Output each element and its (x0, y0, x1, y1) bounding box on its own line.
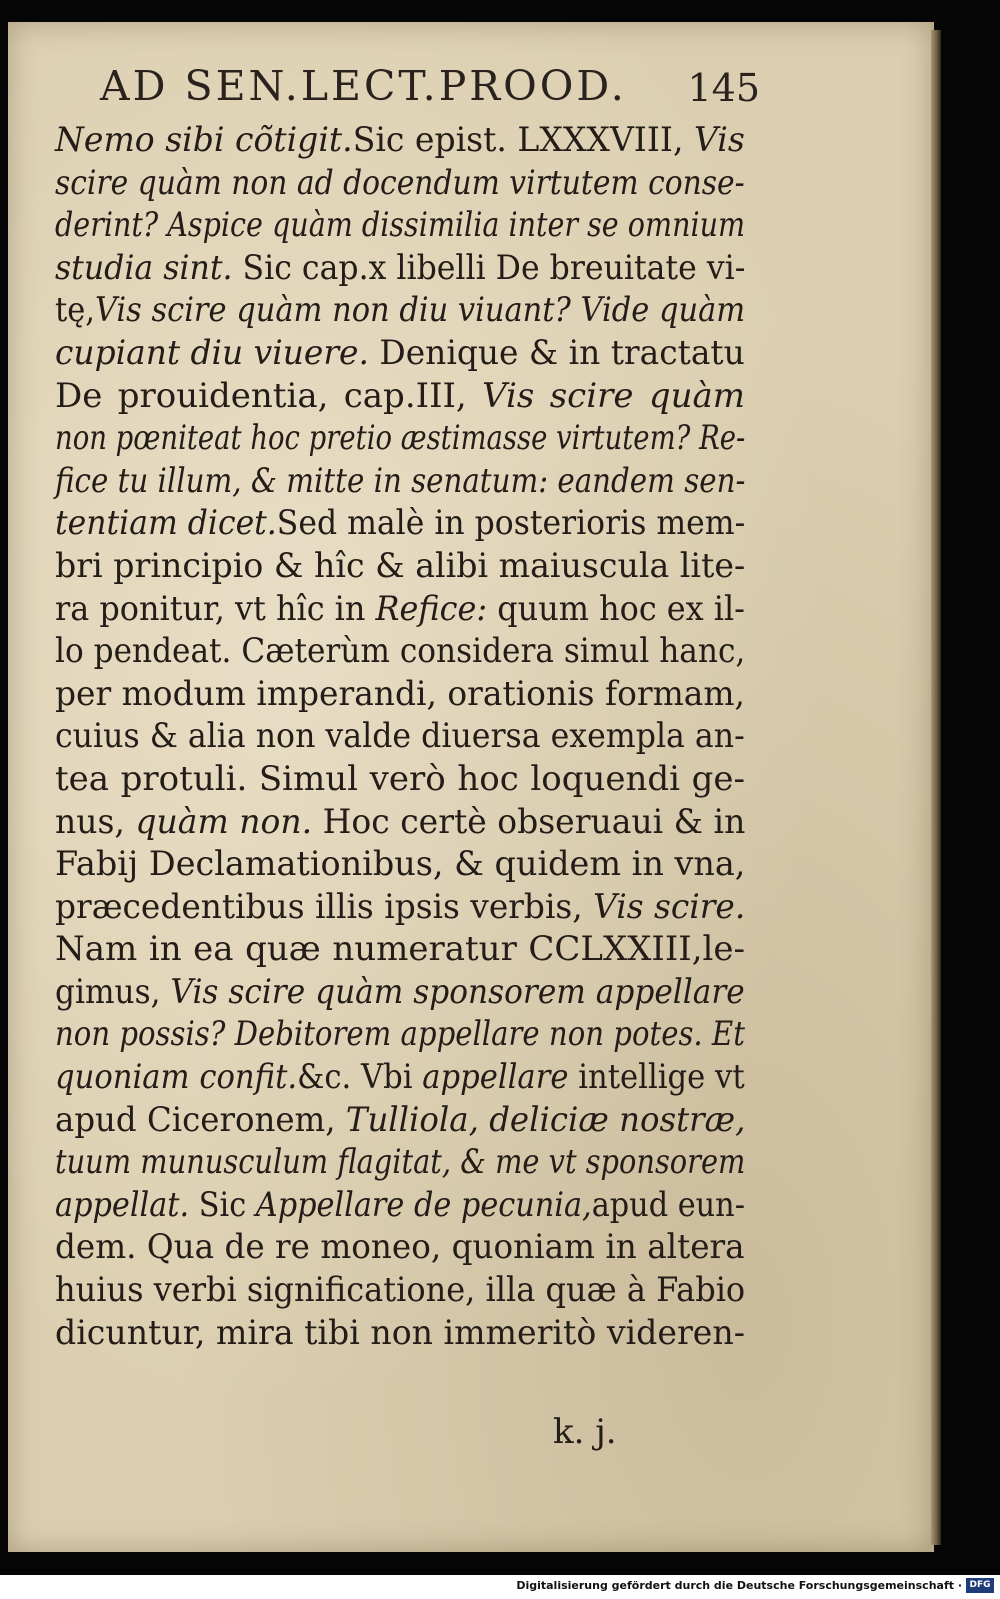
text-segment: Sic cap.x libelli De breuitate vi- (232, 247, 746, 288)
text-line (55, 1312, 745, 1355)
text-segment: Fabij Declamationibus, & quidem in vna, (55, 844, 746, 885)
text-segment: Vis (693, 120, 745, 160)
text-segment: De prouidentia, cap.III, (55, 375, 483, 416)
text-line (55, 1184, 745, 1227)
text-segment: Sic epist. LXXXVIII, (352, 120, 694, 160)
text-segment: cuius & alia non valde diuersa exempla an- (55, 716, 745, 757)
text-segment: Hoc certè obseruaui & in (312, 801, 746, 842)
text-line (55, 758, 745, 801)
dfg-logo: DFG (966, 1578, 994, 1593)
text-line (55, 928, 745, 971)
text-segment: dicuntur, mira tibi non immeritò videren- (55, 1312, 745, 1353)
running-head: AD SEN.LECT.PROOD. (100, 62, 627, 110)
page-header (100, 62, 760, 122)
text-segment: tę, (55, 290, 95, 331)
text-segment: dem. Qua de re moneo, quoniam in altera (55, 1227, 745, 1268)
text-line (55, 673, 745, 716)
text-segment: per modum imperandi, orationis formam, (55, 673, 745, 714)
text-segment: Tulliola, deliciæ nostræ, (345, 1099, 746, 1140)
footer-bar (0, 1575, 1000, 1599)
text-line (55, 1226, 745, 1269)
text-line (55, 332, 745, 375)
text-segment: Sed malè in posterioris mem- (276, 503, 746, 544)
text-line (55, 417, 746, 460)
text-segment: intellige vt (568, 1057, 745, 1098)
text-segment: Denique & in tractatu (368, 332, 745, 373)
text-line (55, 247, 746, 290)
text-line (55, 460, 746, 503)
text-segment: tuum munusculum flagitat, & me vt sponsorem (55, 1142, 746, 1183)
text-line (55, 204, 746, 247)
text-segment: cupiant diu viuere. (55, 332, 369, 373)
text-segment: apud Ciceronem, (55, 1099, 346, 1140)
text-segment: Appellare de pecunia, (255, 1184, 592, 1225)
text-line (55, 162, 745, 205)
text-segment: lo pendeat. Cæterùm considera simul hanc, (55, 631, 746, 672)
text-segment: appellat. (55, 1184, 190, 1225)
text-line (55, 971, 745, 1014)
text-segment: non possis? Debitorem appellare non potes. Et (55, 1014, 745, 1055)
text-segment: appellare (422, 1057, 569, 1098)
text-line (55, 801, 746, 844)
page-number: 145 (687, 66, 760, 110)
text-segment: Vis scire quàm sponsorem appellare (170, 971, 745, 1012)
text-segment: apud eun- (591, 1184, 745, 1225)
text-segment: præcedentibus illis ipsis verbis, (55, 886, 594, 927)
text-segment: scire quàm non ad docendum virtutem conse- (55, 162, 745, 203)
text-segment: studia sint. (55, 247, 233, 288)
text-line (55, 1013, 745, 1056)
text-segment: Nemo sibi cõtigit. (55, 120, 353, 160)
text-segment: tentiam dicet. (55, 503, 277, 544)
page-edge (931, 30, 941, 1545)
text-segment: huius verbi significatione, illa quæ à Fabio (55, 1270, 746, 1311)
text-segment: quàm non. (135, 801, 313, 842)
text-segment: derint? Aspice quàm dissimilia inter se omnium (55, 205, 746, 246)
text-segment: Refice: (375, 588, 488, 629)
text-line (55, 375, 745, 418)
text-line (55, 630, 746, 673)
text-line (55, 715, 745, 758)
signature-mark: k. j. (553, 1412, 617, 1452)
text-line (55, 843, 746, 886)
text-segment: &c. Vbi (297, 1057, 423, 1098)
text-line (55, 1141, 746, 1184)
text-line (55, 289, 746, 332)
text-segment: bri principio & hîc & alibi maiuscula lite- (55, 545, 746, 586)
text-segment: quum hoc ex il- (487, 588, 745, 629)
text-segment: Nam in ea quæ numeratur CCLXXIII,le- (55, 929, 745, 970)
text-segment: Sic (189, 1184, 256, 1225)
text-line (55, 1269, 746, 1312)
text-segment: Vis scire quàm (482, 375, 745, 416)
text-line (55, 502, 746, 545)
text-segment: Vis scire. (593, 886, 746, 927)
text-segment: tea protuli. Simul verò hoc loquendi ge- (55, 758, 745, 799)
body-text (55, 119, 755, 1354)
text-line (55, 545, 746, 588)
text-line (55, 1056, 745, 1099)
text-segment: quoniam confit. (55, 1057, 298, 1098)
text-line (55, 886, 746, 929)
text-segment: gimus, (55, 971, 171, 1012)
text-line (55, 119, 745, 162)
text-segment: ra ponitur, vt hîc in (55, 588, 376, 629)
book-page (8, 22, 934, 1552)
funding-credit: Digitalisierung gefördert durch die Deutsche Forschungsgemeinschaft · (516, 1579, 962, 1592)
text-segment: Vis scire quàm non diu viuant? Vide quàm (94, 290, 746, 331)
text-segment: nus, (55, 801, 136, 842)
text-line (55, 1099, 746, 1142)
text-segment: fice tu illum, & mitte in senatum: eandem sen- (55, 460, 746, 501)
text-segment: non pœniteat hoc pretio æstimasse virtutem? Re- (55, 418, 746, 459)
text-line (55, 588, 745, 631)
